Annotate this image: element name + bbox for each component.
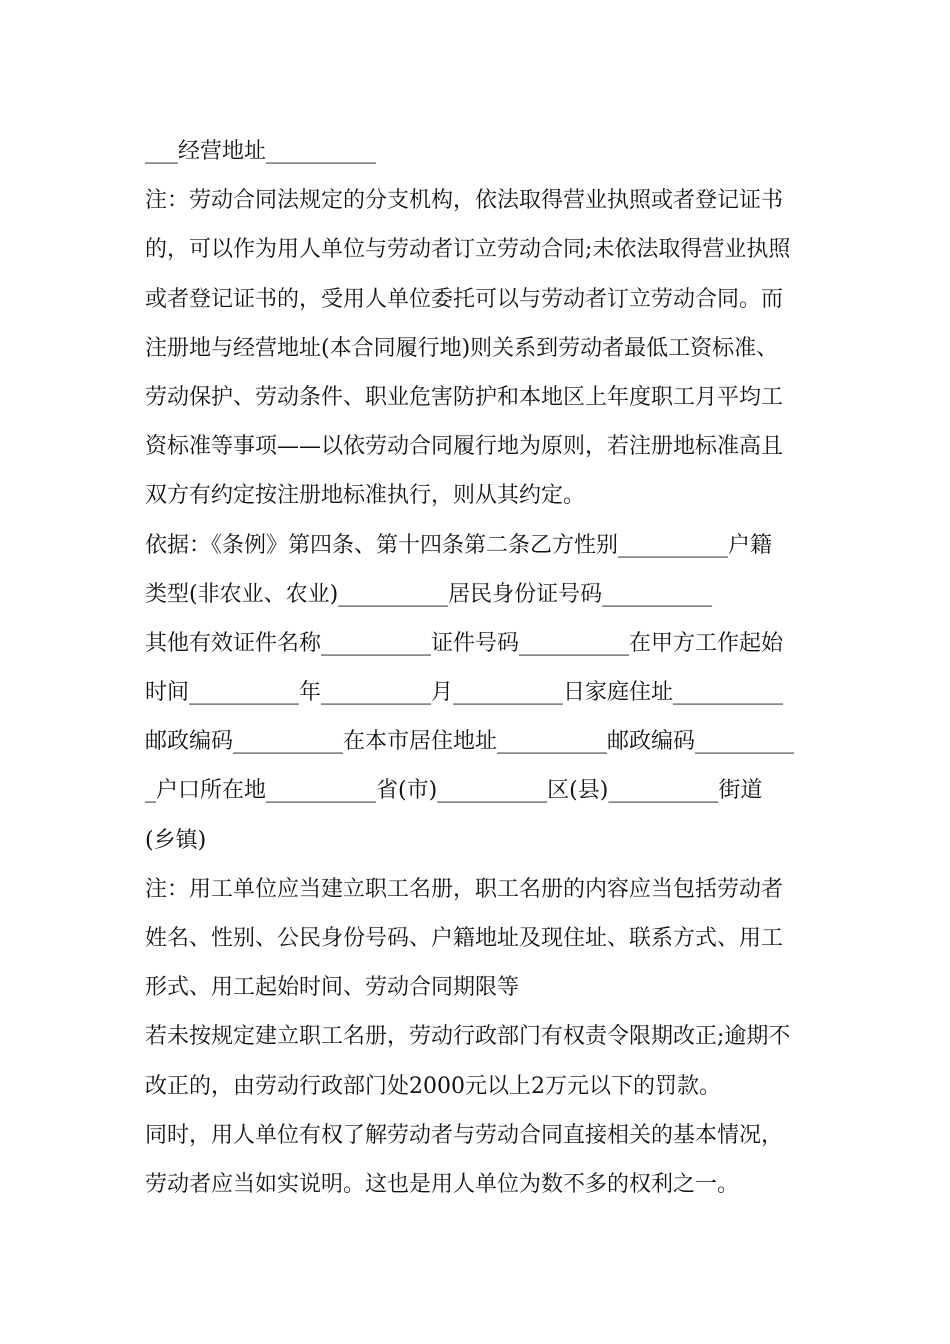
text-line: 依据：《条例》第四条、第十四条第二条乙方性别__________户籍 bbox=[145, 532, 773, 558]
document-body bbox=[145, 133, 810, 1215]
text-line: 姓名、性别、公民身份号码、户籍地址及现住址、联系方式、用工 bbox=[145, 926, 784, 951]
text-line: 劳动者应当如实说明。这也是用人单位为数不多的权利之一。 bbox=[145, 1171, 740, 1197]
text-line: 劳动保护、劳动条件、职业危害防护和本地区上年度职工月平均工 bbox=[145, 384, 784, 410]
text-line: _户口所在地__________省(市)__________区(县)__________街道 bbox=[145, 778, 763, 804]
text-line: 双方有约定按注册地标准执行，则从其约定。 bbox=[145, 483, 586, 509]
text-line: 注：用工单位应当建立职工名册，职工名册的内容应当包括劳动者 bbox=[145, 876, 784, 902]
text-line: 同时，用人单位有权了解劳动者与劳动合同直接相关的基本情况， bbox=[145, 1122, 784, 1148]
text-line: 的，可以作为用人单位与劳动者订立劳动合同;未依法取得营业执照 bbox=[145, 237, 791, 263]
text-line: ___经营地址__________ bbox=[145, 139, 377, 164]
text-line: 或者登记证书的，受用人单位委托可以与劳动者订立劳动合同。而 bbox=[145, 286, 784, 312]
text-line: 形式、用工起始时间、劳动合同期限等 bbox=[145, 975, 520, 1001]
text-line: 时间__________年__________月__________日家庭住址__________ bbox=[145, 680, 784, 706]
text-line: 注：劳动合同法规定的分支机构，依法取得营业执照或者登记证书 bbox=[145, 188, 784, 214]
text-line: 改正的，由劳动行政部门处2000元以上2万元以下的罚款。 bbox=[145, 1073, 721, 1099]
text-line: 注册地与经营地址(本合同履行地)则关系到劳动者最低工资标准、 bbox=[145, 335, 779, 361]
text-line: 其他有效证件名称__________证件号码__________在甲方工作起始 bbox=[145, 630, 784, 656]
text-line: 资标准等事项——以依劳动合同履行地为原则，若注册地标准高且 bbox=[145, 434, 784, 460]
text-line: 若未按规定建立职工名册，劳动行政部门有权责令限期改正;逾期不 bbox=[145, 1024, 791, 1050]
text-line: 类型(非农业、农业)__________居民身份证号码__________ bbox=[145, 581, 713, 607]
text-line: 邮政编码__________在本市居住地址__________邮政编码_________ bbox=[145, 729, 795, 755]
text-line: (乡镇) bbox=[145, 827, 207, 853]
